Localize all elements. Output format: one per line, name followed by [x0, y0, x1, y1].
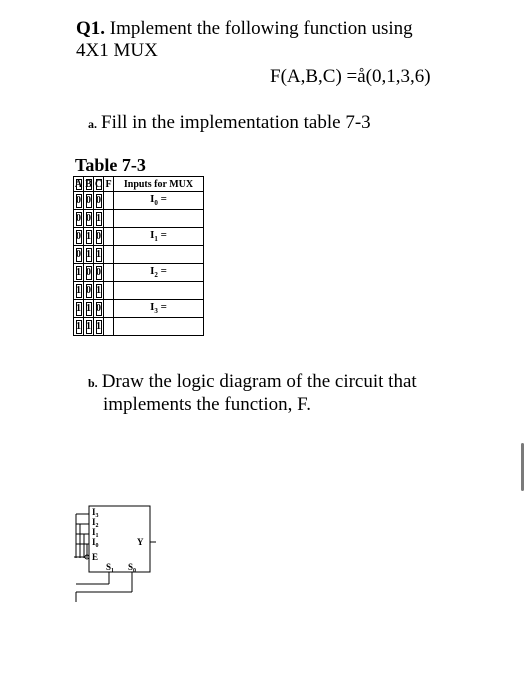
part-b-text-1: Draw the logic diagram of the circuit that: [101, 371, 417, 392]
cell-b: 1: [84, 246, 94, 264]
cell-a: 0: [74, 192, 84, 210]
mux-input-label: $I_2$ =: [150, 265, 167, 280]
table-row: [74, 264, 204, 282]
cell-mux-input[interactable]: [114, 210, 204, 228]
cell-c: 1: [94, 318, 104, 336]
table-row: [74, 318, 204, 336]
table-header-row: [74, 177, 204, 192]
cell-f[interactable]: [104, 192, 114, 210]
header-f: F: [105, 178, 112, 190]
cell-b: 1: [84, 228, 94, 246]
cell-b: 0: [84, 282, 94, 300]
label-s1: $S_1$: [106, 562, 115, 574]
question-number: Q1.: [76, 18, 106, 39]
table-row: [74, 246, 204, 264]
mux-diagram: [66, 500, 176, 610]
header-c: C: [94, 178, 103, 190]
cell-f[interactable]: [104, 318, 114, 336]
cell-a: 0: [74, 246, 84, 264]
cell-a: 1: [74, 300, 84, 318]
cell-f[interactable]: [104, 282, 114, 300]
header-b: B: [85, 178, 92, 190]
label-i2: $I_2$: [92, 517, 99, 529]
cell-b: 0: [84, 264, 94, 282]
cell-c: 0: [94, 192, 104, 210]
header-mux-inputs: Inputs for MUX: [114, 177, 204, 192]
label-i1: $I_1$: [92, 527, 99, 539]
label-i0: $I_0$: [92, 537, 99, 549]
part-b-letter: b.: [88, 376, 98, 390]
cell-mux-input[interactable]: [114, 264, 204, 282]
table-row: [74, 192, 204, 210]
mux-input-label: $I_1$ =: [150, 229, 167, 244]
mux-input-label: $I_3$ =: [150, 301, 167, 316]
table-title: Table 7-3: [75, 155, 146, 175]
label-output-y: Y: [137, 537, 144, 547]
scrollbar-thumb[interactable]: [521, 443, 524, 491]
label-i3: $I_3$: [92, 507, 99, 519]
cell-mux-input[interactable]: [114, 228, 204, 246]
cell-mux-input[interactable]: [114, 300, 204, 318]
function-formula: F(A,B,C) =å(0,1,3,6): [270, 66, 431, 87]
cell-a: 1: [74, 264, 84, 282]
part-b-text-2: implements the function, F.: [103, 394, 311, 415]
part-a-letter: a.: [88, 117, 97, 131]
cell-mux-input[interactable]: [114, 192, 204, 210]
cell-c: 0: [94, 264, 104, 282]
cell-mux-input[interactable]: [114, 282, 204, 300]
cell-f[interactable]: [104, 300, 114, 318]
cell-b: 1: [84, 300, 94, 318]
cell-f[interactable]: [104, 264, 114, 282]
implementation-table: [73, 176, 204, 336]
label-s0: $S_0$: [128, 562, 137, 574]
cell-c: 0: [94, 300, 104, 318]
cell-mux-input[interactable]: [114, 246, 204, 264]
cell-f[interactable]: [104, 246, 114, 264]
cell-a: 0: [74, 210, 84, 228]
cell-c: 0: [94, 228, 104, 246]
question-text-2: 4X1 MUX: [76, 40, 158, 61]
table-row: [74, 282, 204, 300]
question-line-1: [76, 18, 413, 40]
cell-f[interactable]: [104, 228, 114, 246]
label-enable: E: [92, 552, 99, 562]
cell-a: 1: [74, 282, 84, 300]
question-text-1: Implement the following function using: [109, 18, 413, 39]
table-row: [74, 228, 204, 246]
cell-a: 1: [74, 318, 84, 336]
cell-b: 0: [84, 192, 94, 210]
cell-b: 1: [84, 318, 94, 336]
cell-b: 0: [84, 210, 94, 228]
cell-c: 1: [94, 210, 104, 228]
part-a-text: Fill in the implementation table 7-3: [101, 112, 371, 133]
mux-input-label: $I_0$ =: [150, 193, 167, 208]
part-b: [88, 370, 417, 395]
cell-a: 0: [74, 228, 84, 246]
cell-mux-input[interactable]: [114, 318, 204, 336]
cell-f[interactable]: [104, 210, 114, 228]
part-a: [88, 111, 371, 136]
header-a: A: [74, 178, 83, 190]
cell-c: 1: [94, 246, 104, 264]
table-row: [74, 300, 204, 318]
table-row: [74, 210, 204, 228]
cell-c: 1: [94, 282, 104, 300]
